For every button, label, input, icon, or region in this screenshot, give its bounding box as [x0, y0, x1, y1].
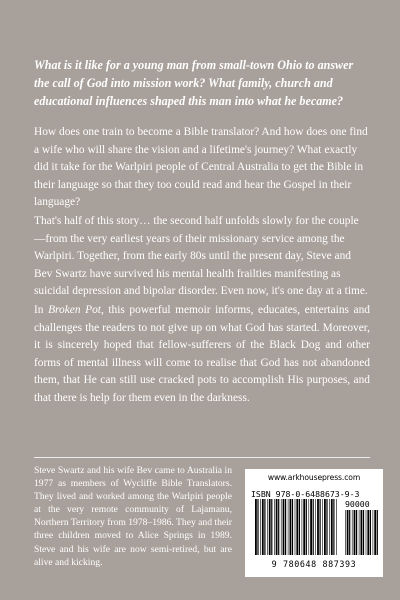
isbn-digits: 9 780648 887393 — [271, 559, 357, 569]
barcode-bar — [361, 510, 363, 555]
p3-body: , this powerful memoir informs, educates, entertains and challenges the readers to not give up on what God has started. Moreover, it is sincerely hoped that fellow-sufferers of the Black Dog and other forms of mental illness will come to realise that God has not abandoned them, that He can still use cracked pots to accomplish His purposes, and that there is help for them even in the darkness. — [34, 304, 370, 404]
barcode-bar — [292, 499, 293, 555]
barcode-bar — [296, 499, 298, 555]
barcode-bar — [285, 499, 286, 555]
barcode-bar — [274, 499, 275, 555]
barcode-panel — [245, 469, 383, 577]
barcode-bar — [264, 499, 265, 555]
barcode-bar — [354, 510, 356, 555]
barcode-bar — [333, 499, 334, 555]
barcode-bar — [313, 499, 314, 555]
barcode-bar — [336, 499, 337, 555]
barcode-bar — [309, 499, 310, 555]
barcode-bar — [295, 499, 296, 555]
barcode-bar — [317, 499, 319, 555]
divider — [34, 457, 370, 458]
barcode-bar — [271, 499, 272, 555]
barcode-bar — [290, 499, 292, 555]
barcode-bar — [255, 499, 257, 555]
barcode-bar — [324, 499, 326, 555]
barcode-bar — [373, 510, 374, 555]
barcode-bar — [367, 510, 369, 555]
barcode-bar — [288, 499, 289, 555]
barcode-bar — [283, 499, 285, 555]
barcode-bar — [329, 499, 330, 555]
barcode-icon — [255, 499, 339, 555]
barcode-bar — [310, 499, 312, 555]
addon-barcode-icon — [345, 510, 379, 555]
barcode-bar — [315, 499, 316, 555]
barcode-bar — [366, 510, 367, 555]
barcode-bar — [260, 499, 261, 555]
paragraph-story: That's half of this story… the second half unfolds slowly for the couple—from the very earliest years of their missionary service among the Warlpiri. Together, from the early 80s until the present day, Steve and Bev Swartz have survived his mental health frailties manifesting as suicidal depression and bipolar disorder. Even now, it's one day at a time. — [34, 215, 368, 298]
publisher-website: www.arkhousepress.com — [267, 473, 361, 482]
author-bio: Steve Swartz and his wife Bev came to Australia in 1977 as members of Wycliffe Bible Translators. They lived and worked among the Warlpiri people at the very remote community of Lajamanu, Northern Territory from 1978–1986. They and their three children moved to Alice Springs in 1989. Steve and his wife are now semi-retired, but are alive and kicking. — [34, 465, 232, 568]
barcode-bar — [370, 510, 371, 555]
barcode-bar — [262, 499, 264, 555]
barcode-bar — [281, 499, 282, 555]
isbn-label: ISBN 978-0-6488673-9-3 — [251, 489, 360, 499]
barcode-bar — [320, 499, 321, 555]
barcode-bar — [352, 510, 353, 555]
barcode-bar — [349, 510, 350, 555]
lead-question: What is it like for a young man from small-town Ohio to answer the call of God into mission work? What family, church and educational influences shaped this man into what he became? — [34, 58, 354, 108]
barcode-bar — [267, 499, 268, 555]
barcode-bar — [326, 499, 327, 555]
barcode-bar — [276, 499, 278, 555]
barcode-bar — [306, 499, 307, 555]
book-title: Broken Pot — [48, 304, 101, 316]
p3-prefix: In — [34, 304, 49, 316]
barcode-bar — [322, 499, 323, 555]
barcode-bar — [359, 510, 360, 555]
barcode-bar — [356, 510, 357, 555]
barcode-bar — [269, 499, 271, 555]
barcode-bar — [377, 510, 378, 555]
barcode-bar — [347, 510, 349, 555]
barcode-bar — [257, 499, 258, 555]
paragraph-translator: How does one train to become a Bible translator? And how does one find a wife who will share the vision and a lifetime's journey? What exactly did it take for the Warlpiri people of Central Australia to get the Bible in their language so that they too could read and hear the Gospel in their language? — [34, 126, 368, 209]
barcode-bar — [345, 510, 346, 555]
barcode-bar — [363, 510, 364, 555]
barcode-bar — [302, 499, 303, 555]
price-code: 90000 — [345, 499, 370, 509]
paragraph-broken-pot — [34, 302, 370, 408]
barcode-bar — [303, 499, 305, 555]
barcode-bar — [331, 499, 333, 555]
barcode-bar — [374, 510, 376, 555]
barcode-bar — [278, 499, 279, 555]
barcode-bar — [299, 499, 300, 555]
